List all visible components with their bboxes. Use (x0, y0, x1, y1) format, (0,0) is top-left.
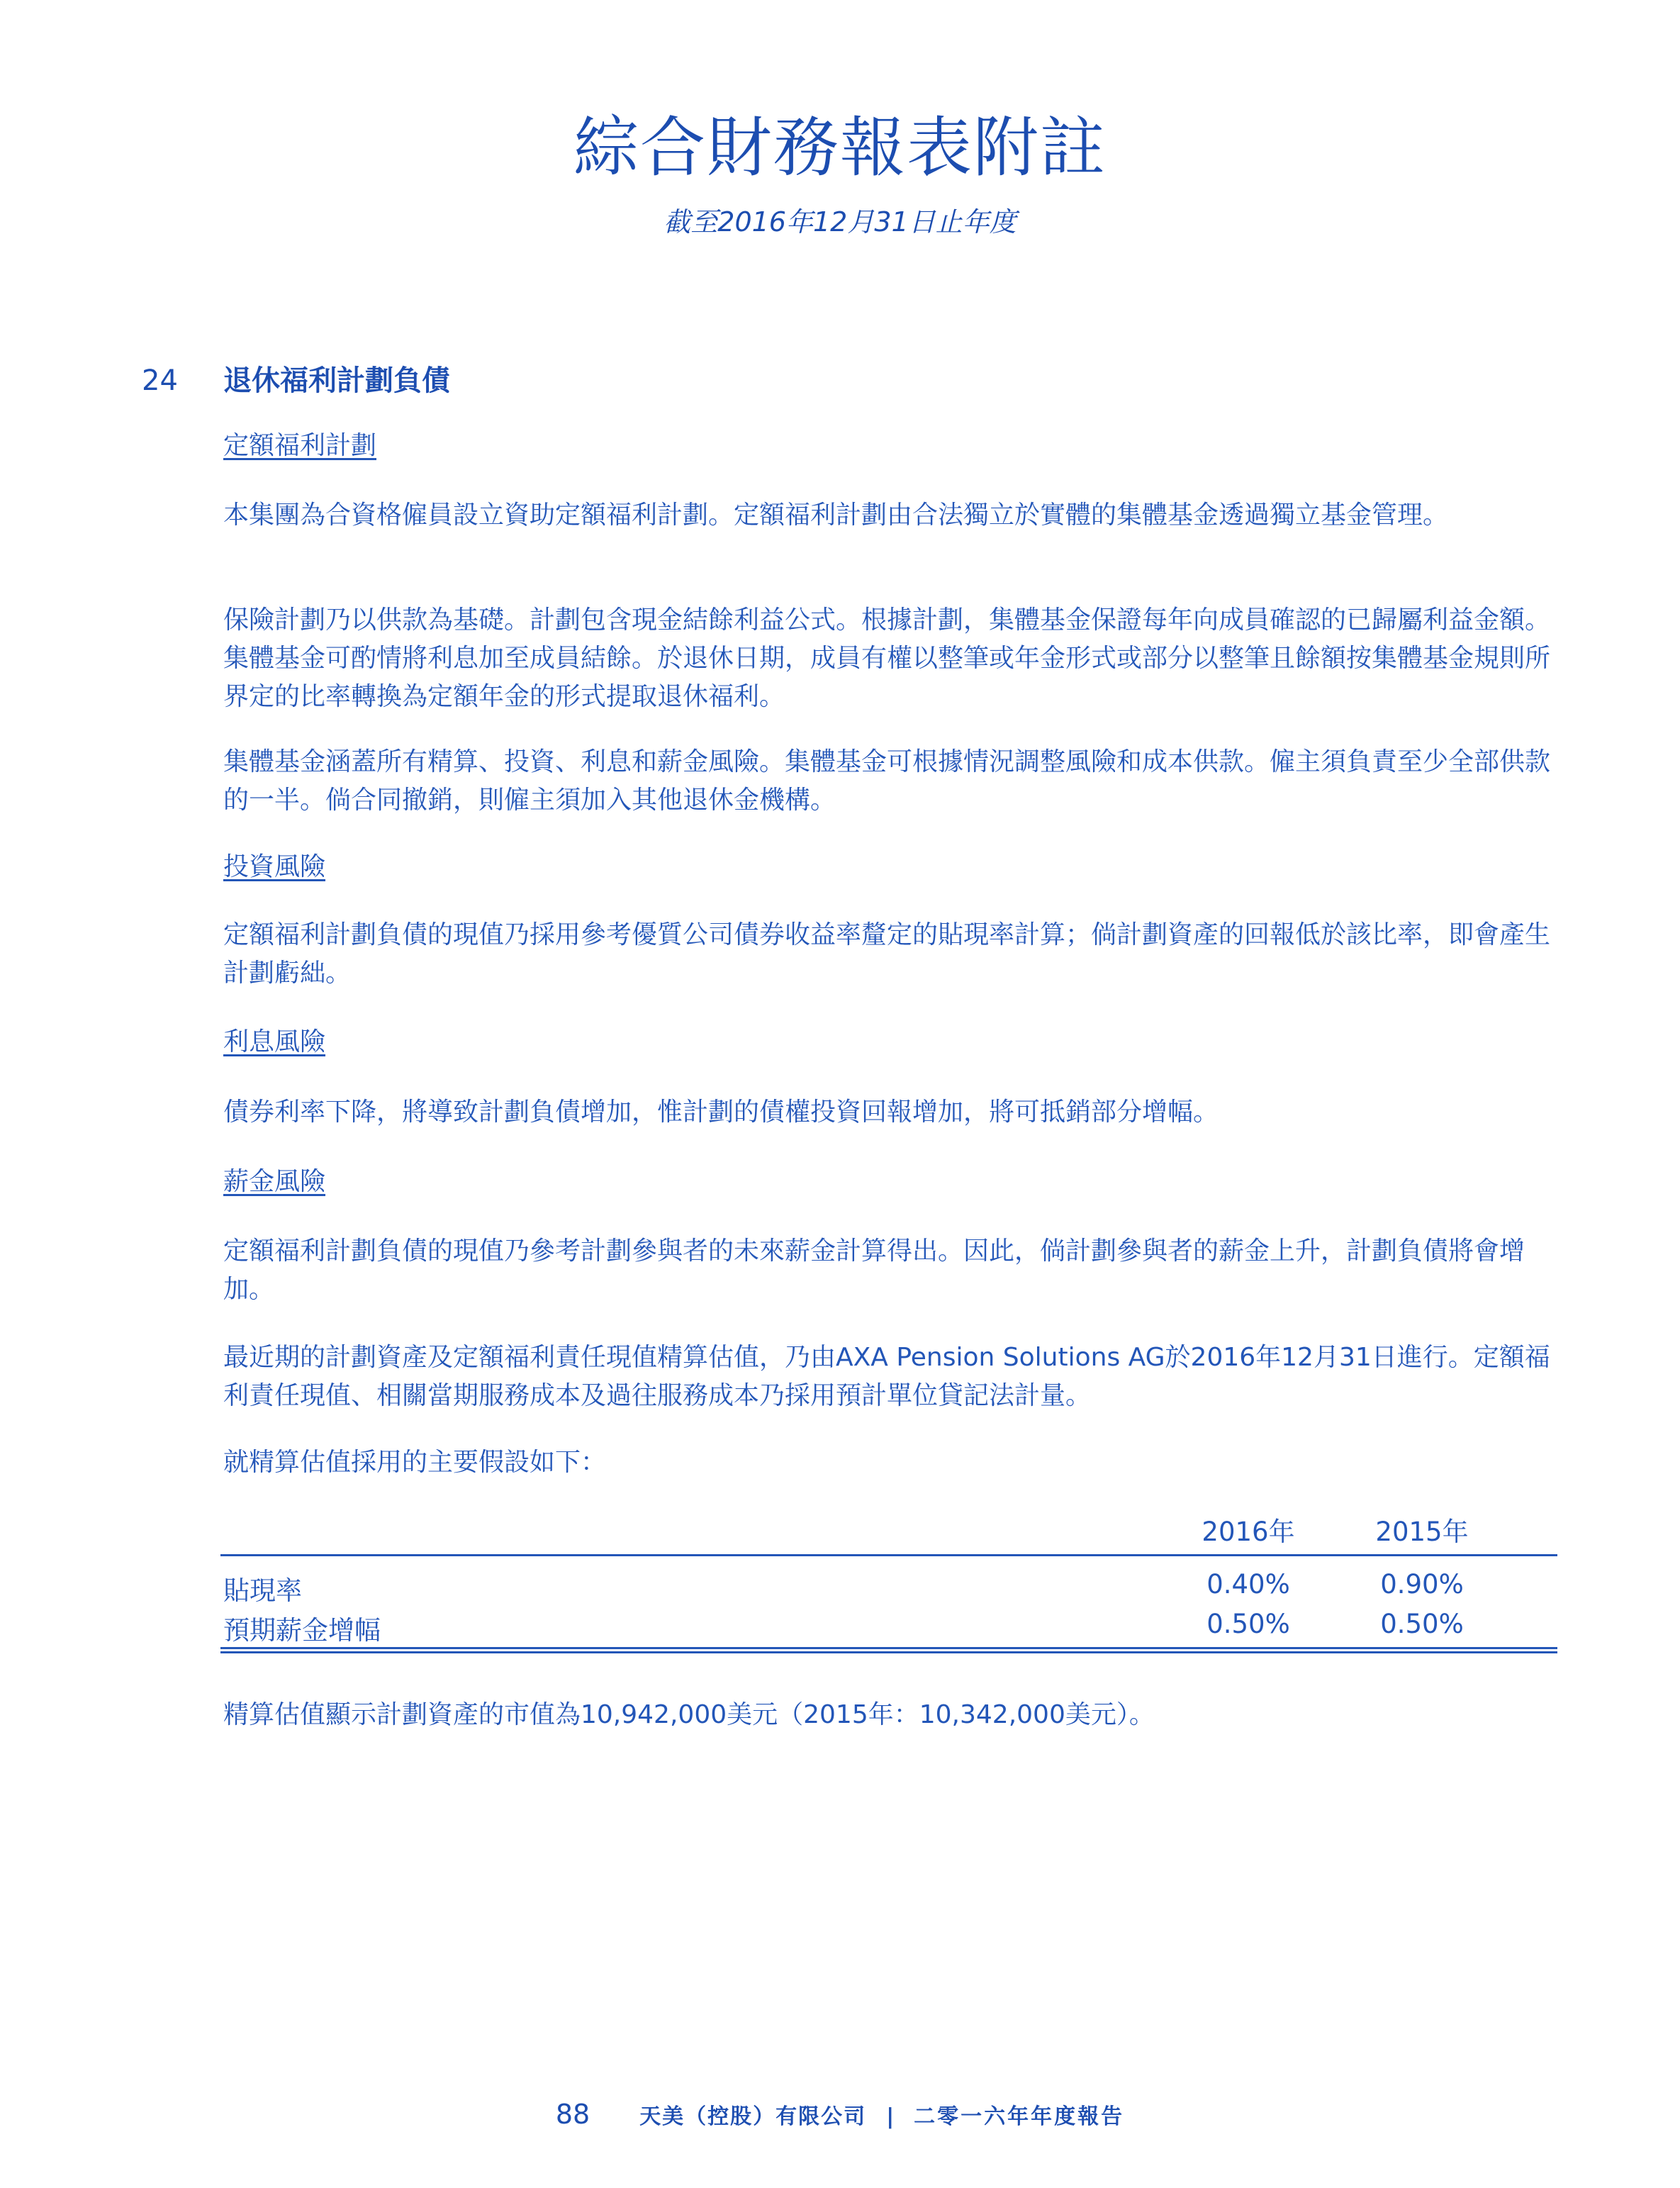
footer-company: 天美（控股）有限公司 (639, 2104, 867, 2129)
page-title: 綜合財務報表附註 (573, 110, 1107, 186)
section-title: 退休福利計劃負債 (223, 364, 450, 397)
row-label-salary-increase: 預期薪金增幅 (223, 1615, 381, 1646)
page-footer (0, 2099, 1680, 2130)
paragraph-valuation: 最近期的計劃資產及定額福利責任現值精算估值，乃由AXA Pension Solutions AG於2016年12月31日進行。定額福利責任現值、相關當期服務成本及過往服務成本乃採用預計單位貸記法計量。 (223, 1343, 1550, 1410)
paragraph-interest-risk: 債券利率下降，將導致計劃負債增加，惟計劃的債權投資回報增加，將可抵銷部分增幅。 (223, 1098, 1219, 1127)
cell-salary-increase-2016: 0.50% (1206, 1609, 1290, 1639)
footer-separator: | (886, 2104, 895, 2129)
paragraph-collective-fund: 集體基金涵蓋所有精算、投資、利息和薪金風險。集體基金可根據情況調整風險和成本供款。僱主須負責至少全部供款的一半。倘合同撤銷，則僱主須加入其他退休金機構。 (223, 747, 1551, 815)
paragraph-salary-risk: 定額福利計劃負債的現值乃參考計劃參與者的未來薪金計算得出。因此，倘計劃參與者的薪金上升，計劃負債將會增加。 (223, 1237, 1525, 1304)
table-row (220, 1565, 1557, 1604)
table-row (220, 1604, 1557, 1644)
assumptions-table (220, 1510, 1557, 1653)
page-number: 88 (555, 2099, 590, 2130)
paragraph-insurance-plan: 保險計劃乃以供款為基礎。計劃包含現金結餘利益公式。根據計劃，集體基金保證每年向成員確認的已歸屬利益金額。集體基金可酌情將利息加至成員結餘。於退休日期，成員有權以整筆或年金形式或部分以整筆且餘額按集體基金規則所界定的比率轉換為定額年金的形式提取退休福利。 (223, 605, 1551, 711)
page-subtitle: 截至2016年12月31日止年度 (663, 206, 1017, 238)
cell-salary-increase-2015: 0.50% (1380, 1609, 1464, 1639)
subheading-defined-benefit: 定額福利計劃 (223, 431, 377, 460)
paragraph-assumptions-intro: 就精算估值採用的主要假設如下： (223, 1448, 607, 1477)
paragraph-scheme-intro: 本集團為合資格僱員設立資助定額福利計劃。定額福利計劃由合法獨立於實體的集體基金透過獨立基金管理。 (223, 501, 1449, 530)
table-header-row (220, 1510, 1557, 1556)
subheading-investment-risk: 投資風險 (223, 852, 326, 881)
section-heading (142, 358, 450, 398)
section-number: 24 (142, 364, 178, 397)
row-label-discount-rate: 貼現率 (223, 1575, 302, 1606)
subheading-interest-risk: 利息風險 (223, 1027, 326, 1056)
column-header-2016: 2016年 (1202, 1517, 1295, 1547)
column-header-2015: 2015年 (1375, 1517, 1469, 1547)
cell-discount-rate-2015: 0.90% (1380, 1569, 1464, 1600)
footer-report-title: 二零一六年年度報告 (914, 2104, 1125, 2129)
paragraph-market-value: 精算估值顯示計劃資產的市值為10,942,000美元（2015年：10,342,000美元）。 (223, 1700, 1155, 1729)
cell-discount-rate-2016: 0.40% (1206, 1569, 1290, 1600)
table-double-rule (220, 1647, 1557, 1653)
subheading-salary-risk: 薪金風險 (223, 1167, 326, 1196)
paragraph-investment-risk: 定額福利計劃負債的現值乃採用參考優質公司債券收益率釐定的貼現率計算；倘計劃資產的回報低於該比率，即會產生計劃虧絀。 (223, 920, 1551, 988)
